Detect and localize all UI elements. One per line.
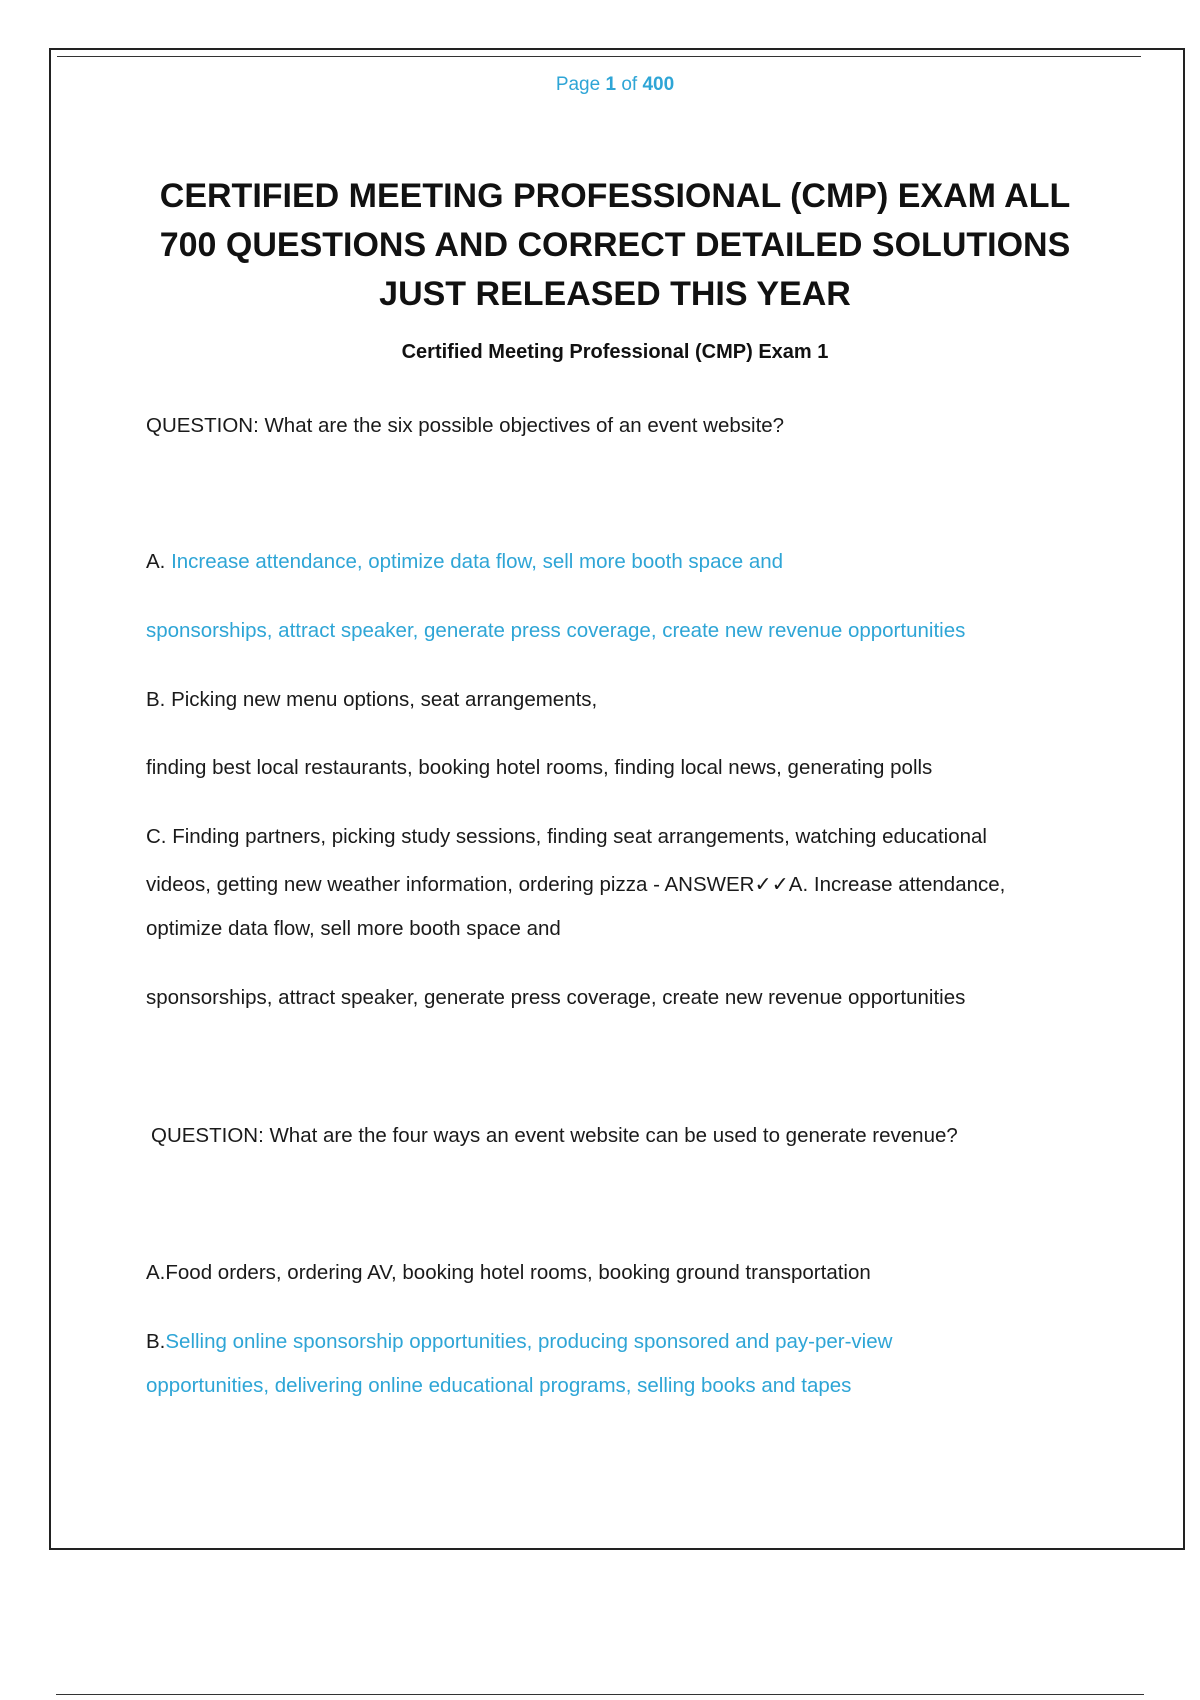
q1-answer-line-1: optimize data flow, sell more booth space and	[146, 917, 561, 940]
q1-option-a-prefix: A.	[146, 550, 172, 573]
q1-option-b-line-2: finding best local restaurants, booking hotel rooms, finding local news, generating polls	[146, 756, 933, 779]
page-label: Page	[555, 74, 601, 95]
q2-option-b-prefix: B.	[146, 1330, 166, 1353]
bottom-rule	[56, 1694, 1144, 1695]
q2-option-a: A.Food orders, ordering AV, booking hotel rooms, booking ground transportation	[146, 1261, 871, 1284]
top-rule	[57, 56, 1141, 57]
question-1: QUESTION: What are the six possible objectives of an event website?	[146, 414, 785, 437]
page-of: of	[621, 74, 638, 95]
title-line-1: CERTIFIED MEETING PROFESSIONAL (CMP) EXAM ALL	[159, 177, 1071, 215]
q1-option-a-line-1	[146, 549, 1106, 575]
q1-option-c-line-2: videos, getting new weather information, ordering pizza - ANSWER✓✓A. Increase attendance,	[146, 873, 1006, 896]
title-line-3: JUST RELEASED THIS YEAR	[379, 275, 851, 313]
q2-option-b-text: Selling online sponsorship opportunities, producing sponsored and pay-per-view	[165, 1330, 893, 1353]
document-title	[150, 172, 1080, 319]
q1-answer-line-2: sponsorships, attract speaker, generate press coverage, create new revenue opportunities	[146, 986, 966, 1009]
q1-option-a-line-2: sponsorships, attract speaker, generate press coverage, create new revenue opportunities	[146, 619, 966, 642]
question-2: QUESTION: What are the four ways an event website can be used to generate revenue?	[151, 1124, 958, 1147]
page-number	[0, 74, 1200, 96]
q1-option-b-line-1: B. Picking new menu options, seat arrangements,	[146, 688, 598, 711]
page-current: 1	[605, 74, 617, 95]
q1-option-a-text: Increase attendance, optimize data flow, sell more booth space and	[171, 550, 784, 573]
q1-option-c-line-1: C. Finding partners, picking study sessions, finding seat arrangements, watching educational	[146, 825, 987, 848]
q2-option-b-line-1	[146, 1329, 1106, 1355]
page-total: 400	[642, 74, 675, 95]
title-line-2: 700 QUESTIONS AND CORRECT DETAILED SOLUTIONS	[159, 226, 1071, 264]
document-subtitle: Certified Meeting Professional (CMP) Exam 1	[401, 341, 829, 363]
q2-option-b-line-2: opportunities, delivering online educational programs, selling books and tapes	[146, 1374, 852, 1397]
